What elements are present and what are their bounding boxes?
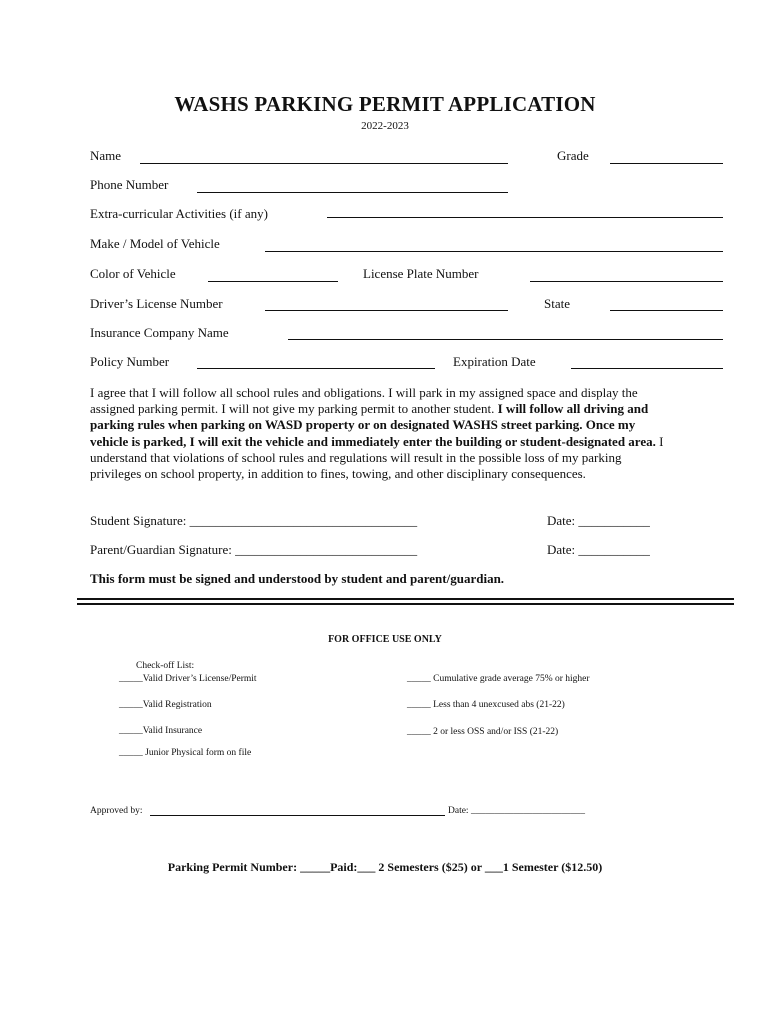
license-label: Driver’s License Number (90, 296, 223, 311)
parent-date-line[interactable]: Date: ___________ (547, 542, 650, 557)
expiration-field[interactable] (571, 368, 723, 369)
agreement-text-2: I understand that violations of school rules and regulations will result in the possible loss of my parking privileges on school property, in addition to fines, towing, and other disciplinary consequences. (90, 433, 664, 482)
approved-by-label: Approved by: (90, 806, 143, 816)
checkoff-item-oss-iss[interactable]: _____ 2 or less OSS and/or ISS (21-22) (407, 727, 559, 737)
student-date-line[interactable]: Date: ___________ (547, 513, 650, 528)
insurance-label: Insurance Company Name (90, 325, 229, 340)
approval-date-line[interactable]: Date: ________________________ (448, 806, 585, 816)
insurance-field[interactable] (288, 339, 723, 340)
office-use-heading: FOR OFFICE USE ONLY (328, 634, 442, 645)
checkoff-item-absences[interactable]: _____ Less than 4 unexcused abs (21-22) (407, 700, 565, 710)
make-model-field[interactable] (265, 251, 723, 252)
grade-field[interactable] (610, 163, 723, 164)
state-label: State (544, 296, 570, 311)
parent-signature-line[interactable]: Parent/Guardian Signature: ____________________________ (90, 542, 418, 557)
name-label: Name (90, 148, 122, 163)
agreement-text-bold: I will follow all driving and parking rules when parking on WASD property or on designated WASHS street parking. Once my vehicle is parked, I will exit the vehicle and immediately enter the building or student-designated area. (90, 401, 656, 449)
section-divider-top (77, 598, 734, 600)
activities-label: Extra-curricular Activities (if any) (90, 206, 268, 221)
page-title: WASHS PARKING PERMIT APPLICATION (174, 92, 596, 116)
expiration-label: Expiration Date (453, 354, 536, 369)
policy-field[interactable] (197, 368, 435, 369)
student-signature-line[interactable]: Student Signature: ___________________________________ (90, 513, 418, 528)
license-field[interactable] (265, 310, 508, 311)
name-field[interactable] (140, 163, 508, 164)
checkoff-item-registration[interactable]: _____Valid Registration (119, 700, 212, 710)
make-model-label: Make / Model of Vehicle (90, 236, 220, 251)
signature-notice: This form must be signed and understood by student and parent/guardian. (90, 571, 505, 586)
checkoff-item-insurance[interactable]: _____Valid Insurance (119, 726, 203, 736)
color-label: Color of Vehicle (90, 266, 176, 281)
approved-by-field[interactable] (150, 815, 445, 816)
state-field[interactable] (610, 310, 723, 311)
phone-label: Phone Number (90, 177, 169, 192)
permit-number-line: Parking Permit Number: _____Paid:___ 2 Semesters ($25) or ___1 Semester ($12.50) (167, 860, 603, 874)
color-field[interactable] (208, 281, 338, 282)
checkoff-item-physical[interactable]: _____ Junior Physical form on file (119, 748, 252, 758)
agreement-text-1: I agree that I will follow all school rules and obligations. I will park in my assigned space and display the assigned parking permit. I will not give my parking permit to another student. (90, 385, 638, 417)
checkoff-item-grade-average[interactable]: _____ Cumulative grade average 75% or higher (407, 674, 590, 684)
grade-label: Grade (557, 148, 589, 163)
plate-field[interactable] (530, 281, 723, 282)
phone-field[interactable] (197, 192, 508, 193)
checkoff-item-license[interactable]: _____Valid Driver’s License/Permit (119, 674, 257, 684)
section-divider-bottom (77, 603, 734, 605)
policy-label: Policy Number (90, 354, 170, 369)
activities-field[interactable] (327, 217, 723, 218)
checkoff-label: Check-off List: (136, 661, 195, 671)
school-year: 2022-2023 (361, 120, 409, 132)
plate-label: License Plate Number (363, 266, 479, 281)
agreement-paragraph (90, 385, 670, 482)
